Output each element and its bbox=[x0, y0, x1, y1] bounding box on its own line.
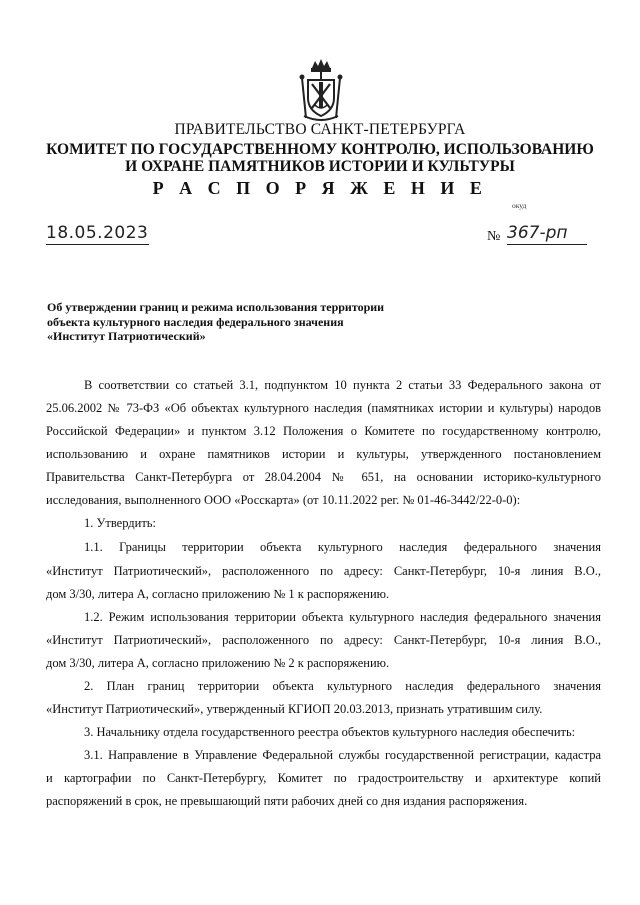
body-line: использованию и охране памятников истории и культуры, утвержденного постановлением bbox=[46, 447, 601, 461]
body-line: 25.06.2002 № 73-ФЗ «Об объектах культурного наследия (памятниках истории и культуры) народов bbox=[46, 401, 601, 415]
body-line: 2. План границ территории объекта культурного наследия федерального значения bbox=[84, 679, 601, 693]
body-line: 1.1. Границы территории объекта культурного наследия федерального значения bbox=[84, 540, 601, 554]
body-line: и картографии по Санкт-Петербургу, Комитет по градостроительству и архитектуре копий bbox=[46, 771, 601, 785]
document-subject bbox=[47, 300, 447, 344]
committee-name-line: И ОХРАНЕ ПАМЯТНИКОВ ИСТОРИИ И КУЛЬТУРЫ bbox=[125, 158, 515, 175]
subject-line: объекта культурного наследия федерального значения bbox=[47, 314, 344, 329]
st-petersburg-coat-of-arms-icon bbox=[296, 58, 346, 124]
body-line: 1.2. Режим использования территории объекта культурного наследия федерального значения bbox=[84, 610, 601, 624]
body-line: «Институт Патриотический», расположенного по адресу: Санкт-Петербург, 10-я линия В.О., bbox=[46, 564, 601, 578]
number-sign: № bbox=[487, 229, 501, 244]
subject-line: Об утверждении границ и режима использования территории bbox=[47, 300, 385, 314]
body-line: «Институт Патриотический», утвержденный КГИОП 20.03.2013, признать утратившим силу. bbox=[46, 702, 543, 716]
okud-label: окуд bbox=[512, 201, 527, 210]
body-line: В соответствии со статьей 3.1, подпунктом 10 пункта 2 статьи 33 Федерального закона от bbox=[84, 378, 601, 392]
document-type-title: Р А С П О Р Я Ж Е Н И Е bbox=[152, 178, 488, 198]
government-title: ПРАВИТЕЛЬСТВО САНКТ-ПЕТЕРБУРГА bbox=[174, 121, 466, 138]
body-line: Российской Федерации» и пунктом 3.12 Положения о Комитете по государственному контролю, bbox=[46, 424, 601, 438]
body-line: 1. Утвердить: bbox=[84, 516, 156, 530]
subject-line: «Институт Патриотический» bbox=[47, 329, 206, 343]
body-line: дом 3/30, литера А, согласно приложению № 1 к распоряжению. bbox=[46, 587, 390, 601]
committee-name-line: КОМИТЕТ ПО ГОСУДАРСТВЕННОМУ КОНТРОЛЮ, ИСПОЛЬЗОВАНИЮ bbox=[46, 141, 594, 158]
body-line: 3. Начальнику отдела государственного реестра объектов культурного наследия обеспечить: bbox=[84, 725, 576, 739]
document-date: 18.05.2023 bbox=[46, 223, 149, 243]
document-number: 367-рп bbox=[507, 222, 587, 245]
body-line: исследования, выполненного ООО «Росскарта» (от 10.11.2022 рег. № 01-46-3442/22-0-0): bbox=[46, 493, 521, 507]
body-line: распоряжений в срок, не превышающий пяти рабочих дней со дня издания распоряжения. bbox=[46, 794, 528, 808]
body-line: дом 3/30, литера А, согласно приложению № 2 к распоряжению. bbox=[46, 656, 390, 670]
body-line: «Институт Патриотический», расположенного по адресу: Санкт-Петербург, 10-я линия В.О., bbox=[46, 633, 601, 647]
committee-name bbox=[0, 141, 640, 175]
body-line: Правительства Санкт-Петербурга от 28.04.2004 № 651, на основании историко-культурного bbox=[46, 470, 601, 484]
body-line: 3.1. Направление в Управление Федеральной службы государственной регистрации, кадастра bbox=[84, 748, 601, 762]
